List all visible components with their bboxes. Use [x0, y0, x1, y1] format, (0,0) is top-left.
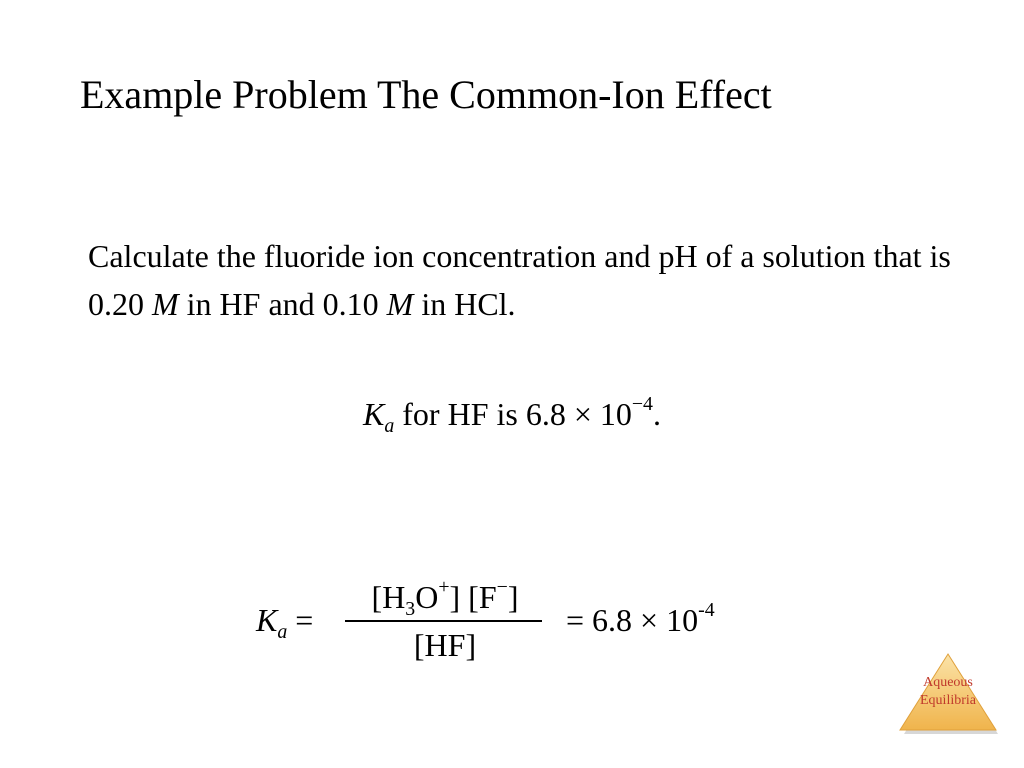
num-minus: −	[496, 576, 508, 599]
slide-title: Example Problem The Common-Ion Effect	[80, 72, 772, 117]
problem-statement	[88, 232, 968, 328]
molarity-unit-1: M	[152, 286, 179, 322]
equation-lhs	[256, 598, 313, 642]
logo-line-1: Aqueous	[923, 675, 973, 690]
fraction-denominator: [HF]	[413, 627, 477, 663]
fraction-bar	[345, 620, 542, 622]
ka-exponent: −4	[631, 393, 653, 416]
logo-line-2: Equilibria	[920, 693, 976, 708]
eq-ka-subscript: a	[277, 620, 288, 643]
equation-rhs	[566, 598, 715, 642]
num-o: O	[415, 579, 439, 615]
eq-equals: =	[287, 602, 314, 638]
num-plus: +	[438, 576, 450, 599]
problem-text-1: Calculate the fluoride ion concentration and pH of a solution that is 0.20	[88, 238, 951, 322]
ka-end: .	[652, 396, 661, 432]
aqueous-equilibria-logo	[896, 652, 1000, 736]
logo-text	[896, 674, 1000, 710]
ka-text: for HF is 6.8 × 10	[394, 396, 632, 432]
num-close: ]	[507, 579, 519, 615]
molarity-unit-2: M	[386, 286, 414, 322]
num-mid: ] [F	[449, 579, 497, 615]
fraction-numerator	[345, 575, 545, 619]
ka-statement	[0, 392, 1024, 436]
ka-symbol: K	[363, 396, 385, 432]
problem-text-3: in HCl.	[413, 286, 516, 322]
eq-ka-symbol: K	[256, 602, 278, 638]
problem-text-2: in HF and 0.10	[178, 286, 387, 322]
ka-subscript: a	[384, 414, 395, 437]
rhs-value: = 6.8 × 10	[566, 602, 699, 638]
num-open: [H	[371, 579, 406, 615]
rhs-exponent: -4	[698, 599, 715, 622]
num-sub3: 3	[405, 597, 416, 620]
